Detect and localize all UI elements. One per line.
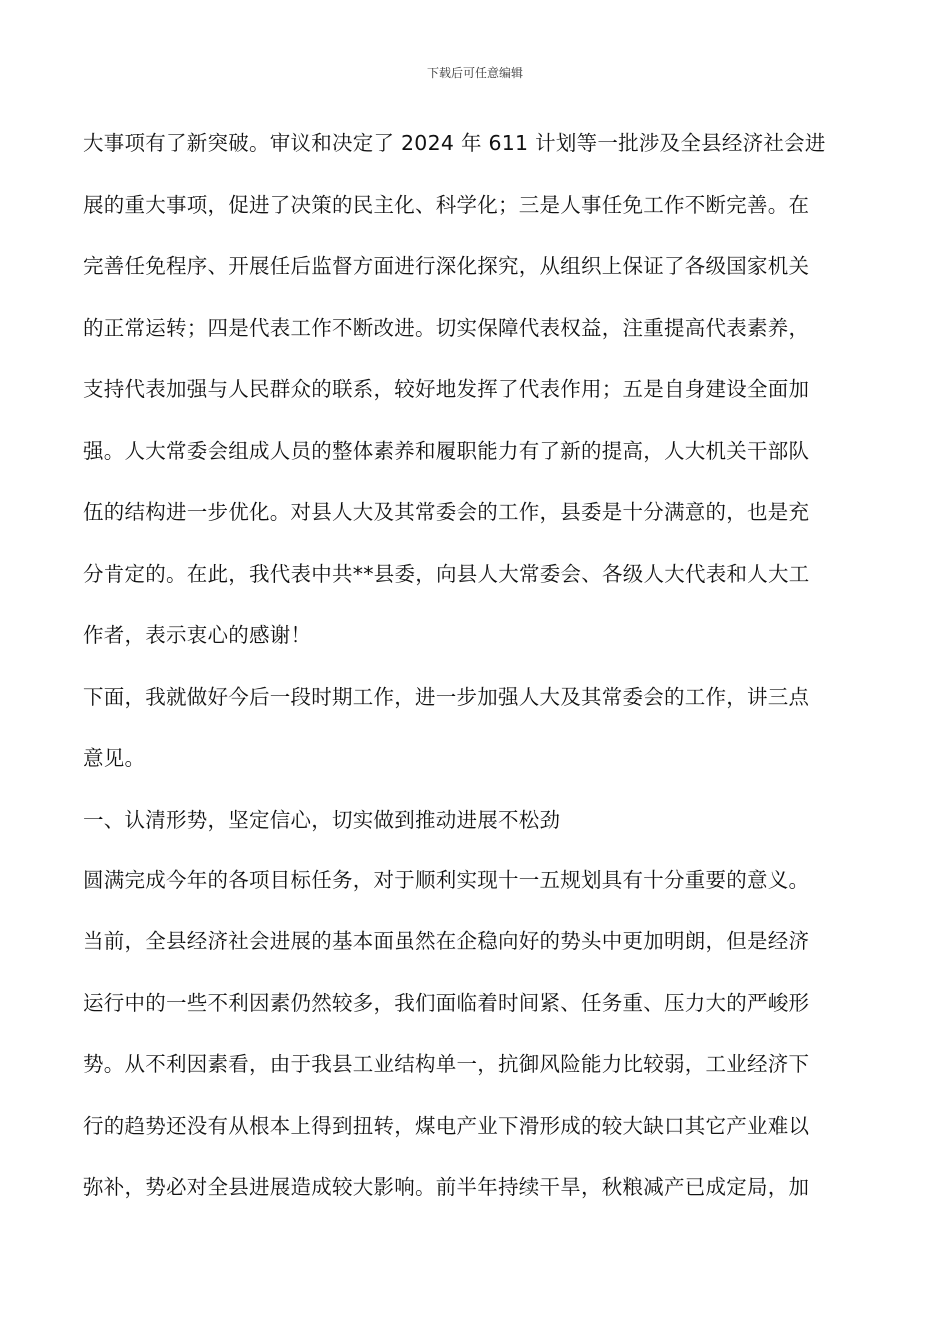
text-line: 强。人大常委会组成人员的整体素养和履职能力有了新的提高，人大机关干部队 — [83, 438, 810, 463]
text-line: 支持代表加强与人民群众的联系，较好地发挥了代表作用；五是自身建设全面加 — [83, 377, 810, 401]
text-line: 弥补，势必对全县进展造成较大影响。前半年持续干旱，秋粮减产已成定局，加 — [83, 1175, 810, 1199]
text-line: 展的重大事项，促进了决策的民主化、科学化；三是人事任免工作不断完善。在 — [83, 192, 810, 217]
text-line: 势。从不利因素看，由于我县工业结构单一，抗御风险能力比较弱，工业经济下 — [83, 1052, 810, 1076]
section-heading: 一、认清形势，坚定信心，切实做到推动进展不松劲 — [83, 807, 561, 832]
text-line: 的正常运转；四是代表工作不断改进。切实保障代表权益，注重提高代表素养， — [83, 315, 810, 340]
document-body — [83, 113, 873, 1219]
text-line: 作者，表示衷心的感谢！ — [83, 623, 312, 647]
text-line: 完善任免程序、开展任后监督方面进行深化探究，从组织上保证了各级国家机关 — [83, 254, 810, 278]
text-line: 意见。 — [83, 746, 146, 770]
text-line: 行的趋势还没有从根本上得到扭转，煤电产业下滑形成的较大缺口其它产业难以 — [83, 1113, 810, 1138]
text-line: 分肯定的。在此，我代表中共**县委，向县人大常委会、各级人大代表和人大工 — [83, 561, 810, 586]
text-line: 伍的结构进一步优化。对县人大及其常委会的工作，县委是十分满意的，也是充 — [83, 500, 810, 524]
text-line: 圆满完成今年的各项目标任务，对于顺利实现十一五规划具有十分重要的意义。 — [83, 867, 810, 892]
text-line: 当前，全县经济社会进展的基本面虽然在企稳向好的势头中更加明朗，但是经济 — [83, 929, 810, 953]
text-line: 大事项有了新突破。审议和决定了 2024 年 611 计划等一批涉及全县经济社会进 — [83, 131, 826, 155]
text-line: 下面，我就做好今后一段时期工作，进一步加强人大及其常委会的工作，讲三点 — [83, 684, 810, 709]
page-header: 下载后可任意编辑 — [426, 66, 523, 80]
text-line: 运行中的一些不利因素仍然较多，我们面临着时间紧、任务重、压力大的严峻形 — [83, 990, 810, 1015]
